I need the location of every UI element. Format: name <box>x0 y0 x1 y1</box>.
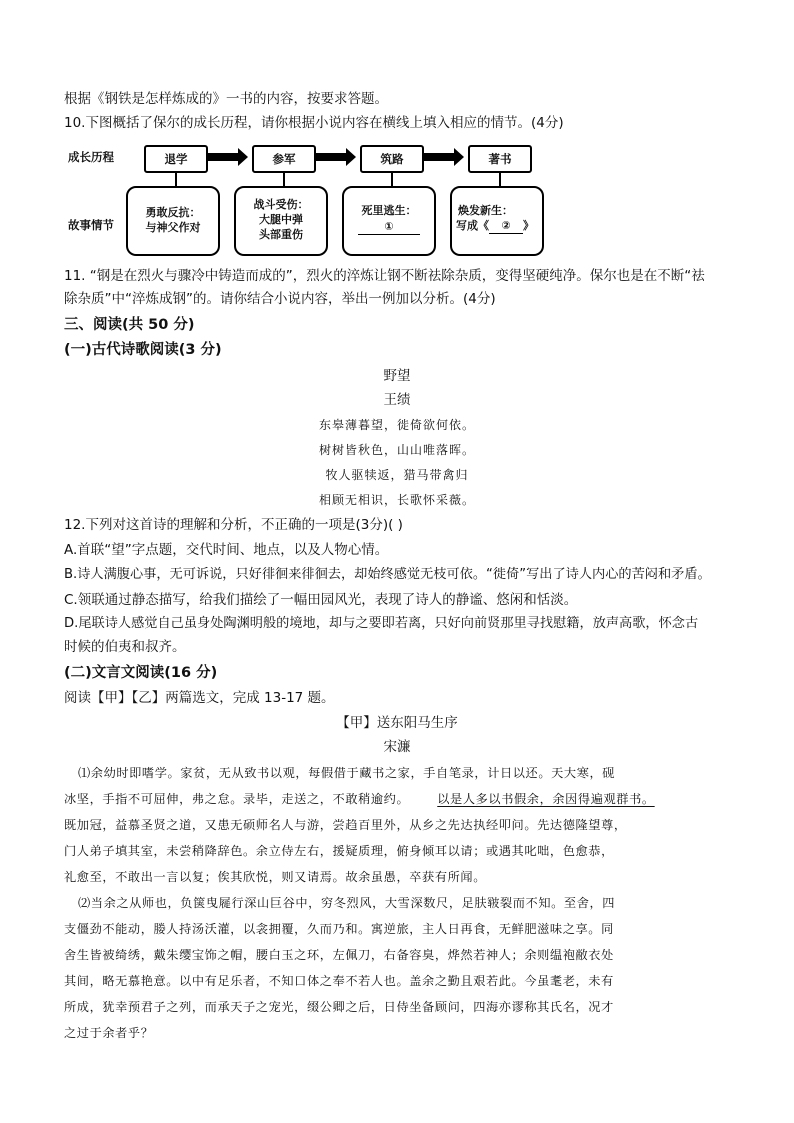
connector-line <box>499 171 501 187</box>
poem-line-2: 树树皆秋色，山山唯落晖。 <box>318 443 475 457</box>
para-1-line-1: ⑴余幼时即嗜学。家贫，无从致书以观，每假借于藏书之家，手自笔录，计日以还。天大寒，砚 <box>78 766 616 780</box>
question-10: 10.下图概括了保尔的成长历程，请你根据小说内容在横线上填入相应的情节。(4分) <box>64 115 564 131</box>
reading-intro: 阅读【甲】【乙】两篇选文，完成 13-17 题。 <box>64 690 335 706</box>
story-1-line-1: 勇敢反抗： <box>145 206 201 219</box>
story-1-line-2: 与神父作对 <box>145 221 201 234</box>
poem-author: 王绩 <box>383 392 411 408</box>
row-label-story: 故事情节 <box>68 218 114 232</box>
essay-title: 【甲】送东阳马生序 <box>336 715 458 731</box>
para-1-line-5: 礼愈至，不敢出一言以复；俟其欣悦，则又请焉。故余虽愚，卒获有所闻。 <box>64 870 486 884</box>
story-2-line-1: 战斗受伤： <box>253 198 309 211</box>
growth-diagram <box>64 140 564 260</box>
poem-title: 野望 <box>383 368 411 384</box>
option-d-line-2: 时候的伯夷和叔齐。 <box>64 639 186 655</box>
story-2-line-3: 头部重伤 <box>259 228 303 241</box>
arrow-right-icon <box>208 153 238 161</box>
para-2-line-3: 舍生皆被绮绣，戴朱缨宝饰之帽，腰白玉之环，左佩刀，右备容臭，烨然若神人；余则缊袍敝衣处 <box>64 948 614 962</box>
stage-box-2: 参军 <box>252 145 316 173</box>
story-4-line-2 <box>456 219 534 234</box>
story-2-line-2: 大腿中弹 <box>259 213 303 226</box>
para-1-line-2 <box>64 789 655 809</box>
para-2-line-1: ⑵当余之从师也，负箧曳屣行深山巨谷中，穷冬烈风，大雪深数尺，足肤皲裂而不知。至舍，四 <box>78 896 616 910</box>
answer-blank-1[interactable]: ① <box>358 220 420 235</box>
question-11-line-2: 除杂质”中“淬炼成钢”的。请你结合小说内容，举出一例加以分析。(4分) <box>64 291 496 307</box>
para-2-line-2: 支僵劲不能动，媵人持汤沃灌，以衾拥覆，久而乃和。寓逆旅，主人日再食，无鲜肥滋味之享。同 <box>64 922 614 936</box>
story-4-line-1: 焕发新生： <box>458 204 513 217</box>
para-1-line-2-text: 冰坚，手指不可屈伸，弗之怠。录毕，走送之，不敢稍逾约。 <box>64 792 410 806</box>
poem-line-3: 牧人驱犊返，猎马带禽归 <box>325 468 469 482</box>
para-2-line-5: 所成，犹幸预君子之列，而承天子之宠光，缀公卿之后，日侍坐备顾问，四海亦谬称其氏名，况才 <box>64 1000 614 1014</box>
section-3-1-heading: (一)古代诗歌阅读(3 分) <box>64 342 222 358</box>
arrow-right-icon <box>424 153 454 161</box>
para-2-line-6: 之过于余者乎？ <box>64 1026 154 1040</box>
para-2-line-4: 其间，略无慕艳意。以中有足乐者，不知口体之奉不若人也。盖余之勤且艰若此。今虽耄老，未有 <box>64 974 614 988</box>
option-c: C.领联通过静态描写，给我们描绘了一幅田园风光，表现了诗人的静谧、悠闲和恬淡。 <box>64 592 578 608</box>
para-1-line-3: 既加冠，益慕圣贤之道，又患无硕师名人与游，尝趋百里外，从乡之先达执经叩问。先达德隆望尊， <box>64 818 627 832</box>
story-box-3 <box>342 186 436 256</box>
option-d-line-1: D.尾联诗人感觉自己虽身处陶渊明般的境地，却与之要即若离，只好向前贤那里寻找慰籍，放声高歌，怀念古 <box>64 616 699 631</box>
section-3-heading: 三、阅读(共 50 分) <box>64 317 195 333</box>
arrow-right-icon <box>316 153 346 161</box>
connector-line <box>391 171 393 187</box>
connector-line <box>175 171 177 187</box>
section-3-2-heading: (二)文言文阅读(16 分) <box>64 665 218 681</box>
question-11-line-1: 11. “钢是在烈火与骤冷中铸造而成的”，烈火的淬炼让钢不断祛除杂质，变得坚硬纯净。保尔也是在不断“祛 <box>64 268 705 284</box>
question-12: 12.下列对这首诗的理解和分析，不正确的一项是(3分)( ) <box>64 517 403 533</box>
poem-line-4: 相顾无相识，长歌怀采薇。 <box>318 493 475 507</box>
stage-box-3: 筑路 <box>360 145 424 173</box>
underlined-sentence: 以是人多以书假余，余因得遍观群书。 <box>437 792 655 806</box>
connector-line <box>283 171 285 187</box>
book-title-open: 写成《 <box>456 219 489 232</box>
stage-box-1: 退学 <box>144 145 208 173</box>
option-b: B.诗人满腹心事，无可诉说，只好徘徊来徘徊去，却始终感觉无枝可依。“徙倚”写出了诗人内心的苦闷和矛盾。 <box>64 567 711 582</box>
story-3-line-1: 死里逃生： <box>361 204 417 217</box>
answer-blank-2[interactable]: ② <box>489 219 523 234</box>
stage-box-4: 著书 <box>468 145 532 173</box>
para-1-line-4: 门人弟子填其室，未尝稍降辞色。余立侍左右，援疑质理，俯身倾耳以请；或遇其叱咄，色愈恭， <box>64 844 614 858</box>
story-box-4 <box>450 186 544 256</box>
story-box-2 <box>234 186 328 256</box>
story-box-1 <box>126 186 220 256</box>
poem-line-1: 东皋薄暮望，徙倚欲何依。 <box>318 418 475 432</box>
essay-author: 宋濂 <box>383 739 411 755</box>
option-a: A.首联“望”字点题，交代时间、地点，以及人物心情。 <box>64 542 389 558</box>
intro-text: 根据《钢铁是怎样炼成的》一书的内容，按要求答题。 <box>64 91 388 107</box>
book-title-close: 》 <box>523 219 534 232</box>
row-label-growth: 成长历程 <box>68 150 114 164</box>
